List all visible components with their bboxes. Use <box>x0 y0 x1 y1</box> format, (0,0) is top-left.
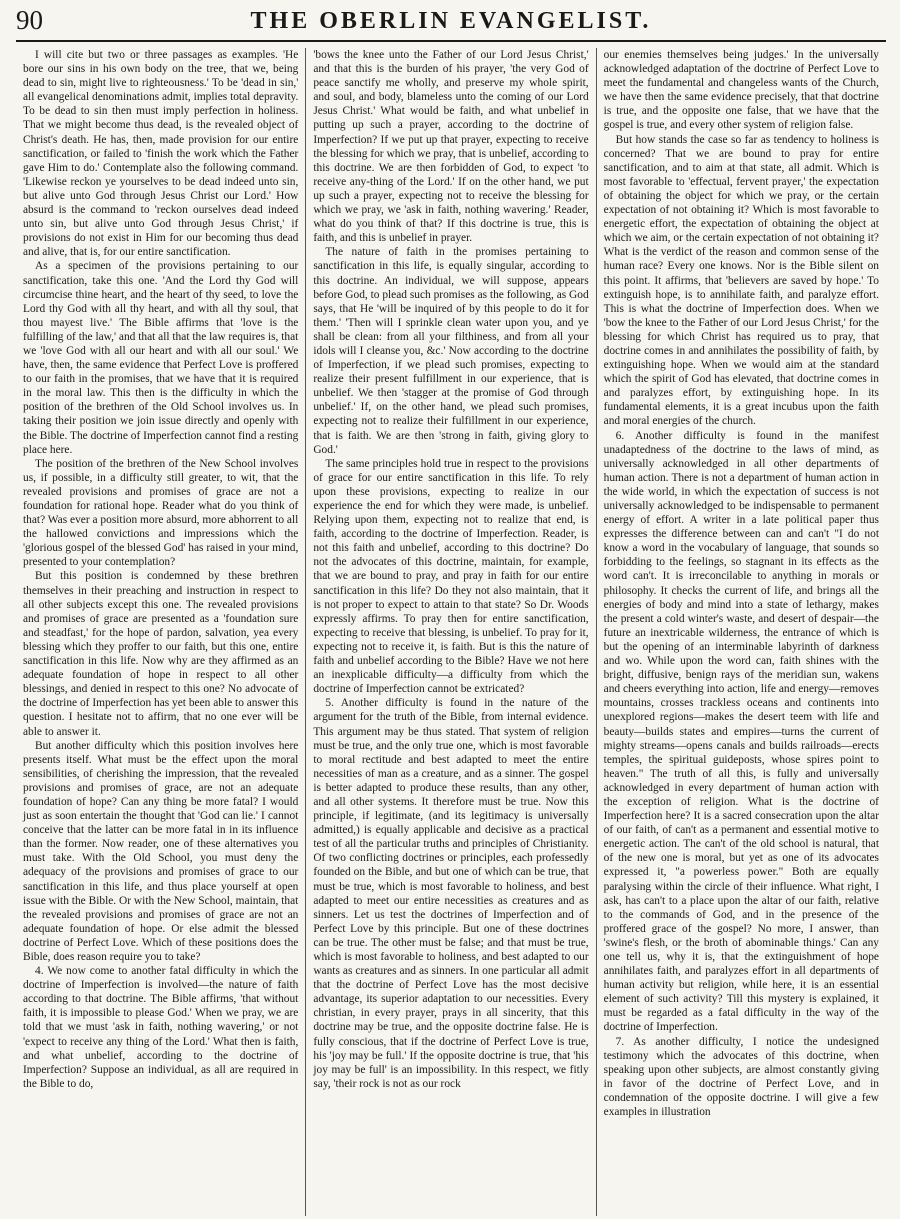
masthead <box>16 4 886 42</box>
paragraph: The nature of faith in the promises pertaining to sanctification in this life, is equally singular, according to this doctrine. An individual, we will suppose, appears before God, to plead such promises as the following, as God says, that He 'will be inquired of by this people to do it for them.' 'Then will I sprinkle clean water upon you, and ye shall be clean: from all your filthiness, and from all your idols will I cleanse you, &c.' Now according to the doctrine of Imperfection, if we plead such promises, expecting to realize their present fulfillment in our experience, that is unbelief. We then 'stagger at the promise of God through unbelief.' If, on the other hand, we plead such promises, expecting not to realize their fulfillment in our experience, that is faith. We are then 'strong in faith, giving glory to God.' <box>313 246 589 456</box>
column-1 <box>16 48 305 1216</box>
paragraph: The same principles hold true in respect to the provisions of grace for our entire sanctification in this life. To rely upon these provisions, expecting to realize in our experience the end for which they were made, is unbelief. Relying upon them, expecting not to realize that end, is faith, according to the doctrine of Imperfection. Reader, is not this faith and unbelief, according to this doctrine? Do not the advocates of this doctrine, maintain, for example, that we are bound to pray, and pray in faith for our entire sanctification in this life? Do they not also maintain, that it is not proper to expect to attain to that state? So Dr. Woods expressly affirms. To pray then for entire sanctification, expecting to receive that blessing, is unbelief. To pray for it, expecting not to receive it, is faith. But is this the nature of faith and unbelief according to the Bible? Have we not here an inexplicable difficulty—a difficulty from which the doctrine of Imperfection cannot be extricated? <box>313 457 589 696</box>
page-number: 90 <box>16 5 43 35</box>
paragraph: 6. Another difficulty is found in the manifest unadaptedness of the doctrine to the laws of mind, as universally acknowledged in all other departments of human action. There is not a department of human action in the wide world, in which the expectation of success is not universally acknowledged to be indispensable to permanent energy of effort. A writer in a late political paper thus expresses the difference between can and can't "I do not know a word in the vocabulary of language, that sounds so forbidding to the feelings, so stagnant in its effects as the word can't. It is irreconcilable to anything in morals or philosophy. It checks the current of life, and brings all the energies of body and mind into a state of lethargy, makes the present a cold winter's waste, and desert of despair—the future an inextricable wilderness, the entrance of which is but the opening of an interminable labyrinth of darkness and wo. While upon the word can, faith shines with the bright, diffusive, benign rays of the meridian sun, wakens and cheers everything into action, life and energy—removes mountains, crosses trackless oceans and continents into unexplored regions—makes the desert teem with life and beauty—builds states and empires—turns the current of mighty streams—opens canals and builds railroads—erects temples, the spiritual guideposts, whose spires point to heaven." The truth of all this, is fully and universally acknowledged in every department of human action with the exception of religion. What is the doctrine of Imperfection here? It is a sacred consecration upon the altar of our faith, of can't as a permanent and essential motive to energetic action. The can't of the old school is natural, that of the new one is moral, but yet as one of its advocates expressed it, "a powerless power." Both are equally paralysing within the circle of their influence. What right, I ask, has can't to a place upon the altar of our faith, relative to the commands of God, and in the presence of the proffered grace of the gospel? No more, I answer, than 'swine's flesh, or the broth of abominable things.' Can any one tell us, why it is, that the extinguishment of hope annihilates faith, and paralyzes effort in all departments of human activity but religion, while here, it is an essential element of such activity? Till this mystery is explained, it must be regarded as a fatal difficulty in the way of the doctrine of Imperfection. <box>603 429 879 1034</box>
paragraph: As a specimen of the provisions pertaining to our sanctification, take this one. 'And the Lord thy God will circumcise thine heart, and the heart of thy seed, to love the Lord thy God with all thy heart, and with all thy soul, that thou mayest live.' The Bible affirms that 'love is the fulfilling of the law,' and that all that the law requires is, that we 'love God with all our heart and with all our soul.' We have, then, the same evidence that Perfect Love is proffered to our faith in the promises, that we have that it is required in the moral law. This then is the difficulty in which the position of the brethren of the Old School involves us. In taking their position we join issue directly and openly with the Bible. The doctrine of Imperfection cannot find a resting place here. <box>23 260 299 456</box>
paragraph: 7. As another difficulty, I notice the undesigned testimony which the advocates of this doctrine, when speaking upon other subjects, are almost constantly giving in favor of the doctrine of Perfect Love, and in condemnation of the opposite doctrine. I will give a few examples in illustration <box>603 1035 879 1119</box>
paragraph: But another difficulty which this position involves here presents itself. What must be the effect upon the moral sensibilities, of cherishing the impression, that the revealed provisions and promises of grace, are not an adequate foundation of hope? Can any thing be more fatal? I would just as soon entertain the thought that 'God can lie.' I cannot conceive that the latter can be more fatal in in its influence than the former. Now reader, one of these alternatives you must take. With the Old School, you must deny the adequacy of the provisions and promises of grace to our sanctification in this life, and thus place yourself at open issue with the Bible. Or with the New School, maintain, that the revealed provisions and promises of grace are not an adequate foundation of hope. Or else admit the blessed doctrine of Perfect Love. Which of these positions does the Bible, does reason require you to take? <box>23 739 299 963</box>
article-columns <box>16 48 886 1216</box>
paragraph: But how stands the case so far as tendency to holiness is concerned? That we are bound to pray for entire sanctification, and to aim at that state, all admit. Which is most favorable to 'effectual, fervent prayer,' the expectation of obtaining the object for which we pray, or the certain expectation of not obtaining it? Which is most favorable to energetic effort, the expectation of obtaining the object at which we aim, or the certain expectation of not obtaining it? What is the verdict of the reason and common sense of the human race? Every one knows. Nor is the Bible silent on this point. It affirms, that 'believers are saved by hope.' To extinguish hope, is to annihilate faith, and paralyze effort. This is what the doctrine of Imperfection does. When we 'bow the knee to the Father of our Lord Jesus Christ,' for the blessing for which Christ has required us to pray, that doctrine comes in and annihilates the possibility of faith, by extinguishing hope. When we would aim at the standard which the spirit of God has elevated, that doctrine comes in and paralyzes effort, by extinguishing hope. In its fundamental elements, it is a great incubus upon the faith and moral energies of the church. <box>603 133 879 428</box>
paragraph: 5. Another difficulty is found in the nature of the argument for the truth of the Bible, from internal evidence. This argument may be thus stated. That system of religion must be true, and the only true one, which is most favorable to moral rectitude and best adapted to meet the entire necessities of man as a creature, and as a sinner. The gospel is better adapted to produce these results, than any other, and all other systems. It therefore must be true. Now this principle, if legitimate, (and its legitimacy is universally admitted,) is equally applicable and decisive as a practical test of all the particular truths and principles of Christianity. Of two conflicting doctrines or principles, each professedly founded on the Bible, and but one of which can be true, that must be true, which is most favorable to holiness, and best adapted to meet our entire necessities as creatures and as sinners. Let us test the doctrines of Imperfection and of Perfect Love by this principle. But one of these doctrines can be true. The other must be false; and that must be true, which is most favorable to holiness, and best adapted to our wants as creatures and as sinners. In one particular all admit that the doctrine of Perfect Love has the most decisive advantage, its superior adaptation to our necessities. Every christian, in every prayer, prays in all sincerity, that this doctrine may be true, and the opposite doctrine false. He is fully conscious, that if the doctrine of Perfect Love is true, his 'joy may be full.' If the opposite doctrine is true, that 'his joy may be full' is an impossibility. In this respect, we fitly say, 'their rock is not as our rock <box>313 697 589 1090</box>
paragraph: 'bows the knee unto the Father of our Lord Jesus Christ,' and that this is the burden of his prayer, 'the very God of peace sanctify me wholly, and preserve my whole spirit, and soul, and body, blameless unto the coming of our Lord Jesus Christ.' What would be faith, and what unbelief in putting up such a prayer, according to the doctrine of Imperfection? If we put up that prayer, expecting to receive the blessing for which we pray, that is unbelief, according to this doctrine. We are then forbidden of God, to expect 'to receive any-thing of the Lord.' If on the other hand, we put up such a prayer, expecting not to receive the blessing for which we pray, we 'ask in faith, nothing wavering.' Reader, what do you think of that? If this doctrine is true, this is faith, and this is unbelief in prayer. <box>313 49 589 245</box>
journal-title: THE OBERLIN EVANGELIST. <box>250 8 652 34</box>
paragraph: our enemies themselves being judges.' In the universally acknowledged adaptation of the doctrine of Perfect Love to meet the fundamental and changeless wants of the Church, we have then the same evidence precisely, that that doctrine is true, and the opposite one false, that we have that the gospel is true, and every other system of religion false. <box>603 49 879 132</box>
paragraph: But this position is condemned by these brethren themselves in their preaching and instruction in respect to all other subjects except this one. The revealed provisions and promises of grace are presented as a 'foundation sure and steadfast,' for the hope of pardon, salvation, yea every blessing which they proffer to our faith, but this one, entire sanctification in this life. Now why are they affirmed as an adequate foundation of hope in respect to all other blessings, and denied in respect to this one? No advocate of the doctrine of Imperfection has yet been able to answer this question. I hesitate not to affirm, that no one ever will be able to answer it. <box>23 570 299 738</box>
column-2 <box>305 48 595 1216</box>
paragraph: The position of the brethren of the New School involves us, if possible, in a difficulty still greater, to wit, that the revealed provisions and promises of grace are not a foundation for rational hope. Reader what do you think of that? Was ever a position more absurd, more abhorrent to all the hallowed convictions and impressions which the 'glorious gospel of the blessed God' has raised in your mind, presented to your contemplation? <box>23 457 299 569</box>
column-3 <box>596 48 886 1216</box>
paragraph: 4. We now come to another fatal difficulty in which the doctrine of Imperfection is involved—the nature of faith according to that doctrine. The Bible affirms, 'that without faith, it is impossible to please God.' When we pray, we are told that we must 'ask in faith, nothing wavering,' or not 'expect to receive any thing of the Lord.' What then is faith, and what unbelief, according to the doctrine of Imperfection? Suppose an individual, as all are required in the Bible to do, <box>23 965 299 1090</box>
paragraph: I will cite but two or three passages as examples. 'He bore our sins in his own body on the tree, that we, being dead to sin, might live to righteousness.' To be 'dead in sin,' all evangelical denominations admit, implies total depravity. To be dead to sin then must imply perfection in holiness. That we might become thus dead, is the revealed object of Christ's death. He has, then, made provision for our entire sanctification, or failed to 'finish the work which the Father gave Him to do.' Contemplate also the following command. 'Likewise reckon ye yourselves to be dead indeed unto sin, but alive unto God through Jesus Christ our Lord.' How absurd is the command to 'reckon ourselves dead indeed unto sin, but alive unto God through Jesus Christ,' if provisions do not exist in Him for our becoming thus dead and alive, that is, for our entire sanctification. <box>23 49 299 259</box>
